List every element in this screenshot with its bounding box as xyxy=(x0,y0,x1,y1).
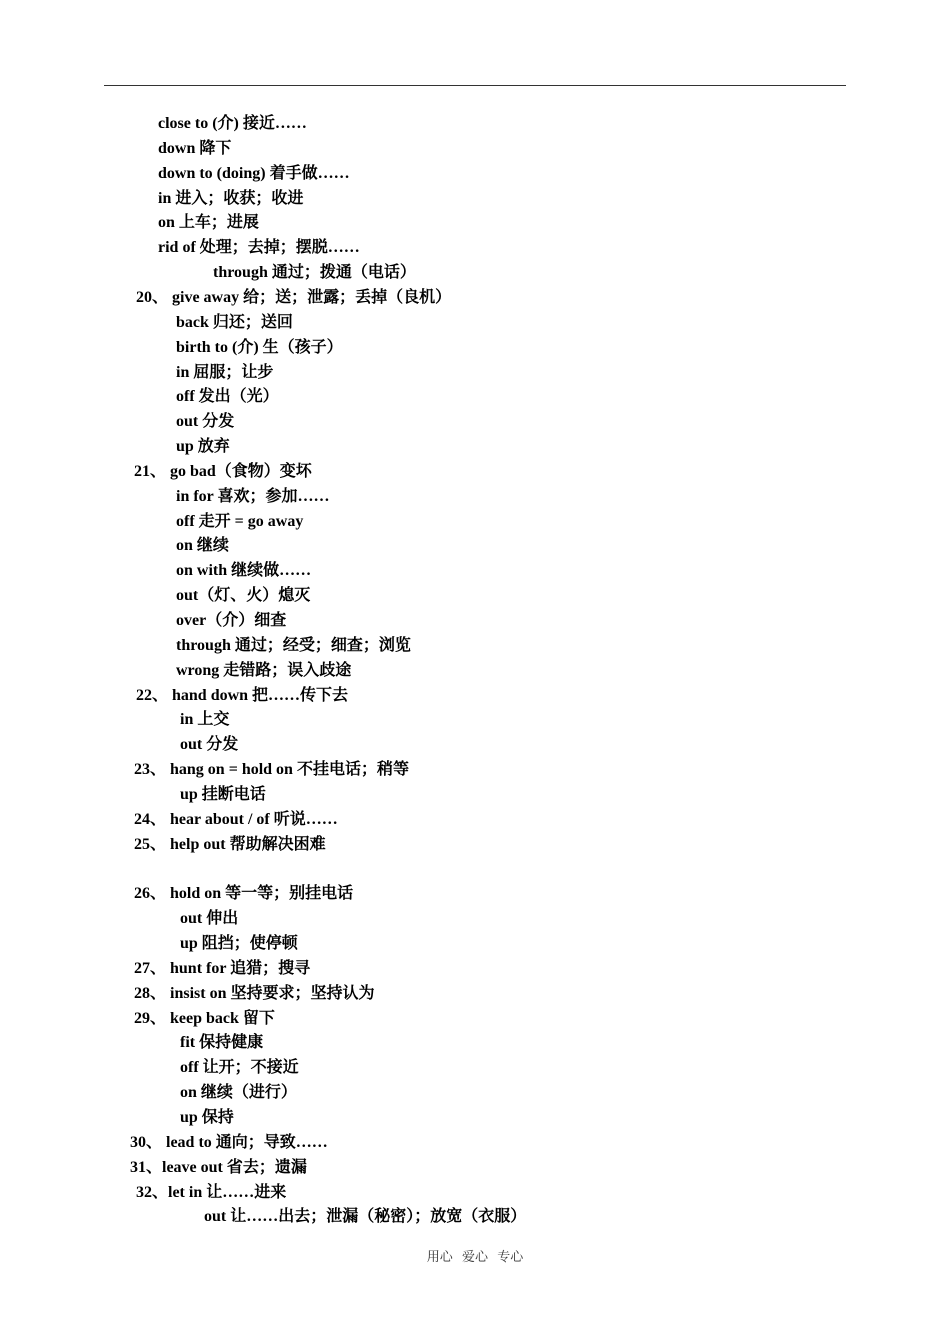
phrase-line: out 让……出去；泄漏（秘密）；放宽（衣服） xyxy=(204,1208,527,1226)
phrase-line: in 屈服；让步 xyxy=(176,363,274,381)
phrase-line: rid of 处理；去掉；摆脱…… xyxy=(158,239,360,257)
phrase-line: 29、 keep back 留下 xyxy=(134,1009,275,1027)
phrase-line: 28、 insist on 坚持要求；坚持认为 xyxy=(134,984,375,1002)
phrase-line: back 归还；送回 xyxy=(176,313,293,331)
phrase-line: 23、 hang on = hold on 不挂电话；稍等 xyxy=(134,761,409,779)
phrase-line: off 让开；不接近 xyxy=(180,1059,299,1077)
phrase-line: 32、let in 让……进来 xyxy=(136,1183,287,1201)
phrase-line: up 挂断电话 xyxy=(180,785,266,803)
phrase-line: through 通过；经受；细查；浏览 xyxy=(176,636,411,654)
phrase-line: on with 继续做…… xyxy=(176,562,312,580)
phrase-line: up 保持 xyxy=(180,1109,234,1126)
phrase-line: 24、 hear about / of 听说…… xyxy=(134,810,338,828)
phrase-line: over（介）细查 xyxy=(176,612,287,629)
phrase-line: 25、 help out 帮助解决困难 xyxy=(134,835,326,853)
phrase-line: close to (介) 接近…… xyxy=(158,115,307,132)
page-footer: 用心 爱心 专心 xyxy=(426,1249,524,1264)
phrase-line: out 分发 xyxy=(180,736,239,754)
phrase-line: out 伸出 xyxy=(180,910,239,928)
phrase-line: off 发出（光） xyxy=(176,388,279,406)
phrase-line: 26、 hold on 等一等；别挂电话 xyxy=(134,885,354,903)
phrase-line: up 阻挡；使停顿 xyxy=(180,935,298,953)
phrase-line: in 进入；收获；收进 xyxy=(158,189,304,207)
phrase-line: up 放弃 xyxy=(176,438,230,456)
phrase-line: birth to (介) 生（孩子） xyxy=(176,338,343,356)
phrase-line: 31、leave out 省去；遗漏 xyxy=(130,1158,307,1176)
phrase-line: in for 喜欢；参加…… xyxy=(176,487,330,505)
phrase-line: on 上车；进展 xyxy=(158,214,259,232)
phrase-line: on 继续（进行） xyxy=(180,1084,297,1102)
phrase-line: on 继续 xyxy=(176,537,229,555)
phrase-line: 20、 give away 给；送；泄露；丢掉（良机） xyxy=(136,288,452,306)
phrase-line: 30、 lead to 通向；导致…… xyxy=(130,1133,328,1151)
phrase-line: in 上交 xyxy=(180,711,230,729)
phrase-line: out（灯、火）熄灭 xyxy=(176,587,311,605)
phrase-line: 22、 hand down 把……传下去 xyxy=(136,686,349,704)
phrase-line: wrong 走错路；误入歧途 xyxy=(176,661,352,679)
phrase-line: fit 保持健康 xyxy=(180,1034,264,1052)
phrase-line: out 分发 xyxy=(176,413,235,431)
phrase-line: down to (doing) 着手做…… xyxy=(158,164,350,182)
phrase-line: 27、 hunt for 追猎；搜寻 xyxy=(134,959,311,977)
phrase-line: down 降下 xyxy=(158,139,232,157)
phrase-line: off 走开 = go away xyxy=(176,512,304,530)
phrase-line: 21、 go bad（食物）变坏 xyxy=(134,462,312,480)
phrase-line: through 通过；拨通（电话） xyxy=(213,264,416,282)
